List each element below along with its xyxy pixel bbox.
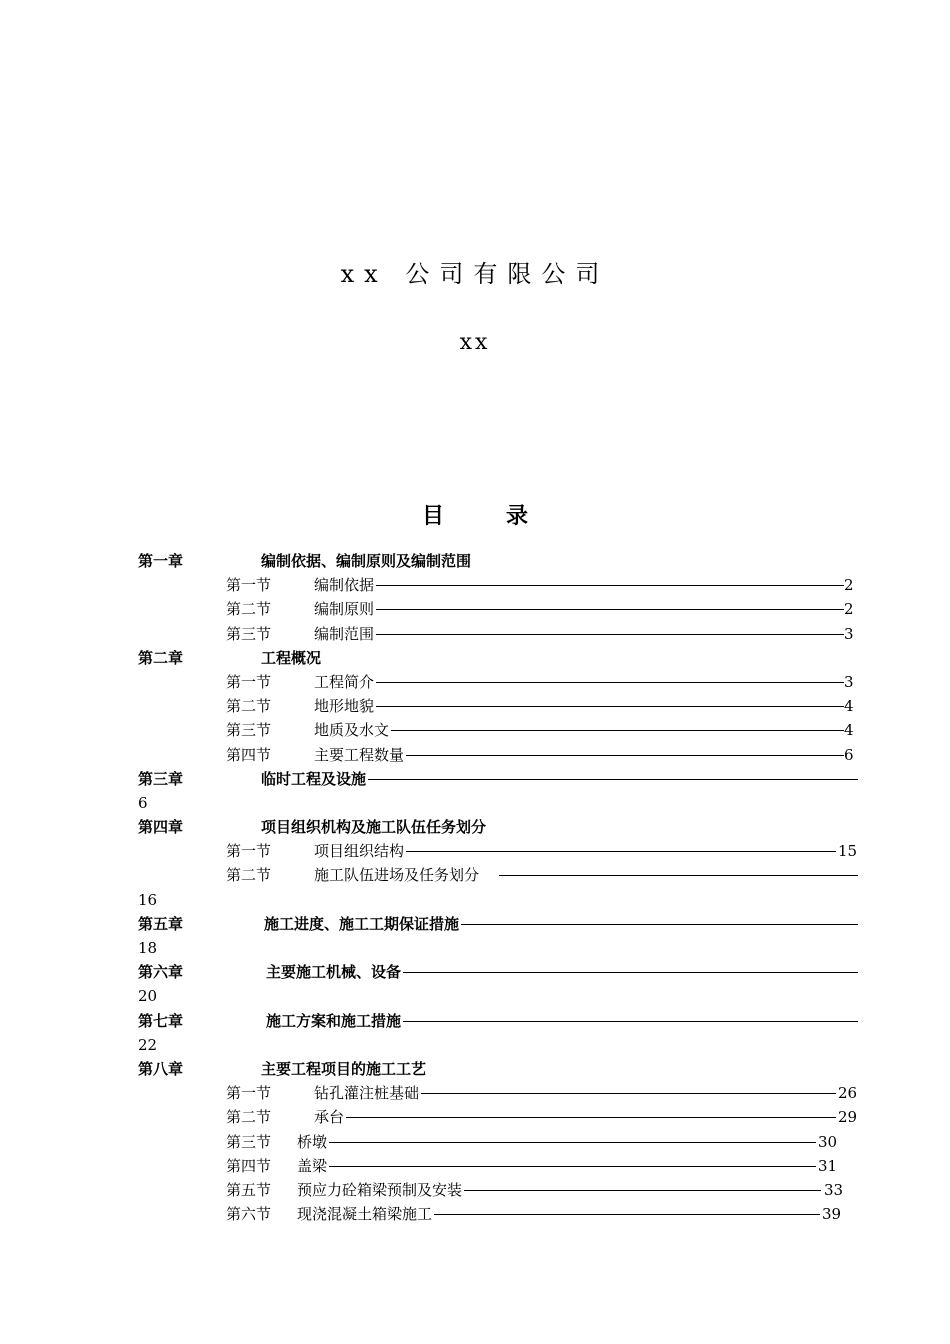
toc-page-number: 2 <box>844 600 854 619</box>
document-subtitle: xx <box>459 330 491 355</box>
toc-page-wrap-row <box>138 888 858 912</box>
toc-section-title: 编制范围 <box>314 624 375 643</box>
toc-section-row[interactable] <box>138 1154 858 1178</box>
toc-chapter-row[interactable] <box>138 912 858 936</box>
toc-leader-line <box>368 779 858 780</box>
toc-section-row[interactable] <box>138 1081 858 1105</box>
toc-page-wrap-row <box>138 1033 858 1057</box>
toc-chapter-row[interactable] <box>138 549 858 573</box>
toc-section-row[interactable] <box>138 573 858 597</box>
toc-leader-line <box>406 755 844 756</box>
toc-page-number: 18 <box>138 939 158 957</box>
toc-chapter-title: 临时工程及设施 <box>261 769 367 788</box>
toc-page-number: 3 <box>844 624 854 643</box>
toc-section-title: 编制原则 <box>314 600 375 619</box>
toc-chapter-title: 编制依据、编制原则及编制范围 <box>261 552 472 570</box>
toc-leader-line <box>406 851 836 852</box>
toc-chapter-title: 项目组织机构及施工队伍任务划分 <box>261 818 487 837</box>
toc-chapter-number: 第七章 <box>138 1011 184 1030</box>
toc-page-number: 20 <box>138 987 158 1006</box>
toc-section-row[interactable] <box>138 863 858 887</box>
toc-section-title: 主要工程数量 <box>314 745 405 764</box>
toc-section-title: 施工队伍进场及任务划分 <box>314 866 480 885</box>
toc-section-row[interactable] <box>138 1130 858 1154</box>
toc-page-number: 30 <box>818 1132 838 1151</box>
toc-section-number: 第一节 <box>226 576 272 595</box>
toc-page-wrap-row <box>138 936 858 960</box>
toc-section-number: 第三节 <box>226 1132 272 1151</box>
toc-page-number: 29 <box>838 1108 858 1127</box>
toc-section-title: 盖梁 <box>297 1156 328 1175</box>
toc-chapter-title: 施工方案和施工措施 <box>266 1011 402 1030</box>
toc-leader-line <box>391 730 844 731</box>
table-of-contents <box>138 549 858 1226</box>
company-name: xx 公司有限公司 <box>340 260 610 288</box>
toc-heading-char-2: 录 <box>506 503 529 529</box>
toc-page-number: 3 <box>844 672 854 691</box>
toc-chapter-number: 第五章 <box>138 914 184 933</box>
toc-leader-line <box>346 1117 836 1118</box>
toc-section-number: 第二节 <box>226 1108 272 1127</box>
toc-leader-line <box>376 682 844 683</box>
toc-chapter-number: 第一章 <box>138 552 184 570</box>
toc-heading-char-1: 目 <box>421 503 444 529</box>
toc-section-title: 地质及水文 <box>314 721 390 740</box>
toc-section-number: 第一节 <box>226 672 272 691</box>
toc-section-number: 第三节 <box>226 721 272 740</box>
toc-chapter-number: 第六章 <box>138 963 184 982</box>
toc-chapter-number: 第四章 <box>138 818 184 837</box>
toc-leader-line <box>403 972 858 973</box>
toc-leader-line <box>329 1142 816 1143</box>
toc-section-row[interactable] <box>138 670 858 694</box>
toc-leader-line <box>461 924 858 925</box>
toc-leader-line <box>464 1190 821 1191</box>
toc-leader-line <box>434 1214 820 1215</box>
toc-chapter-row[interactable] <box>138 815 858 839</box>
toc-chapter-row[interactable] <box>138 960 858 984</box>
toc-section-row[interactable] <box>138 622 858 646</box>
toc-section-number: 第二节 <box>226 600 272 619</box>
toc-section-row[interactable] <box>138 694 858 718</box>
toc-section-row[interactable] <box>138 1178 858 1202</box>
toc-section-row[interactable] <box>138 1202 858 1226</box>
toc-section-title: 地形地貌 <box>314 697 375 716</box>
toc-leader-line <box>376 585 844 586</box>
toc-chapter-row[interactable] <box>138 767 858 791</box>
toc-section-number: 第二节 <box>226 866 272 885</box>
toc-section-number: 第四节 <box>226 745 272 764</box>
toc-leader-line <box>403 1021 858 1022</box>
toc-page-number: 39 <box>822 1205 842 1224</box>
toc-leader-line <box>421 1093 836 1094</box>
toc-leader-line <box>329 1166 816 1167</box>
toc-page-number: 15 <box>838 842 858 861</box>
toc-page-number: 33 <box>824 1180 844 1199</box>
toc-page-number: 22 <box>138 1035 158 1054</box>
toc-leader-line <box>376 706 844 707</box>
toc-heading <box>0 499 950 530</box>
toc-leader-line <box>376 634 844 635</box>
toc-chapter-title: 主要工程项目的施工工艺 <box>261 1059 427 1078</box>
toc-section-title: 现浇混凝土箱梁施工 <box>297 1205 433 1224</box>
toc-section-row[interactable] <box>138 597 858 621</box>
toc-chapter-number: 第八章 <box>138 1059 184 1078</box>
toc-section-title: 预应力砼箱梁预制及安装 <box>297 1180 463 1199</box>
toc-section-number: 第二节 <box>226 697 272 716</box>
toc-section-row[interactable] <box>138 839 858 863</box>
toc-section-title: 桥墩 <box>297 1132 328 1151</box>
toc-section-title: 承台 <box>314 1108 345 1127</box>
toc-page-number: 31 <box>818 1156 838 1175</box>
toc-chapter-title: 主要施工机械、设备 <box>266 963 402 982</box>
toc-section-number: 第三节 <box>226 624 272 643</box>
toc-leader-line <box>499 875 858 876</box>
toc-chapter-number: 第三章 <box>138 769 184 788</box>
toc-section-number: 第六节 <box>226 1205 272 1224</box>
toc-section-number: 第五节 <box>226 1180 272 1199</box>
toc-page-number: 4 <box>844 697 854 716</box>
toc-chapter-row[interactable] <box>138 1057 858 1081</box>
toc-section-title: 编制依据 <box>314 576 375 595</box>
toc-page-number: 26 <box>838 1084 858 1103</box>
toc-section-row[interactable] <box>138 743 858 767</box>
toc-page-number: 6 <box>844 745 854 764</box>
toc-section-row[interactable] <box>138 1105 858 1129</box>
toc-page-number: 6 <box>138 793 148 812</box>
toc-section-row[interactable] <box>138 718 858 742</box>
toc-chapter-row[interactable] <box>138 646 858 670</box>
toc-page-number: 4 <box>844 721 854 740</box>
toc-chapter-number: 第二章 <box>138 648 184 667</box>
toc-leader-line <box>376 609 844 610</box>
toc-section-title: 工程简介 <box>314 672 375 691</box>
toc-page-number: 16 <box>138 890 158 909</box>
toc-section-title: 钻孔灌注桩基础 <box>314 1084 420 1103</box>
toc-section-title: 项目组织结构 <box>314 842 405 861</box>
toc-chapter-row[interactable] <box>138 1009 858 1033</box>
toc-chapter-title: 工程概况 <box>261 648 322 667</box>
toc-section-number: 第四节 <box>226 1156 272 1175</box>
toc-page-wrap-row <box>138 791 858 815</box>
toc-page-number: 2 <box>844 576 854 595</box>
toc-chapter-title: 施工进度、施工工期保证措施 <box>264 914 460 933</box>
toc-section-number: 第一节 <box>226 842 272 861</box>
toc-section-number: 第一节 <box>226 1084 272 1103</box>
toc-page-wrap-row <box>138 984 858 1008</box>
